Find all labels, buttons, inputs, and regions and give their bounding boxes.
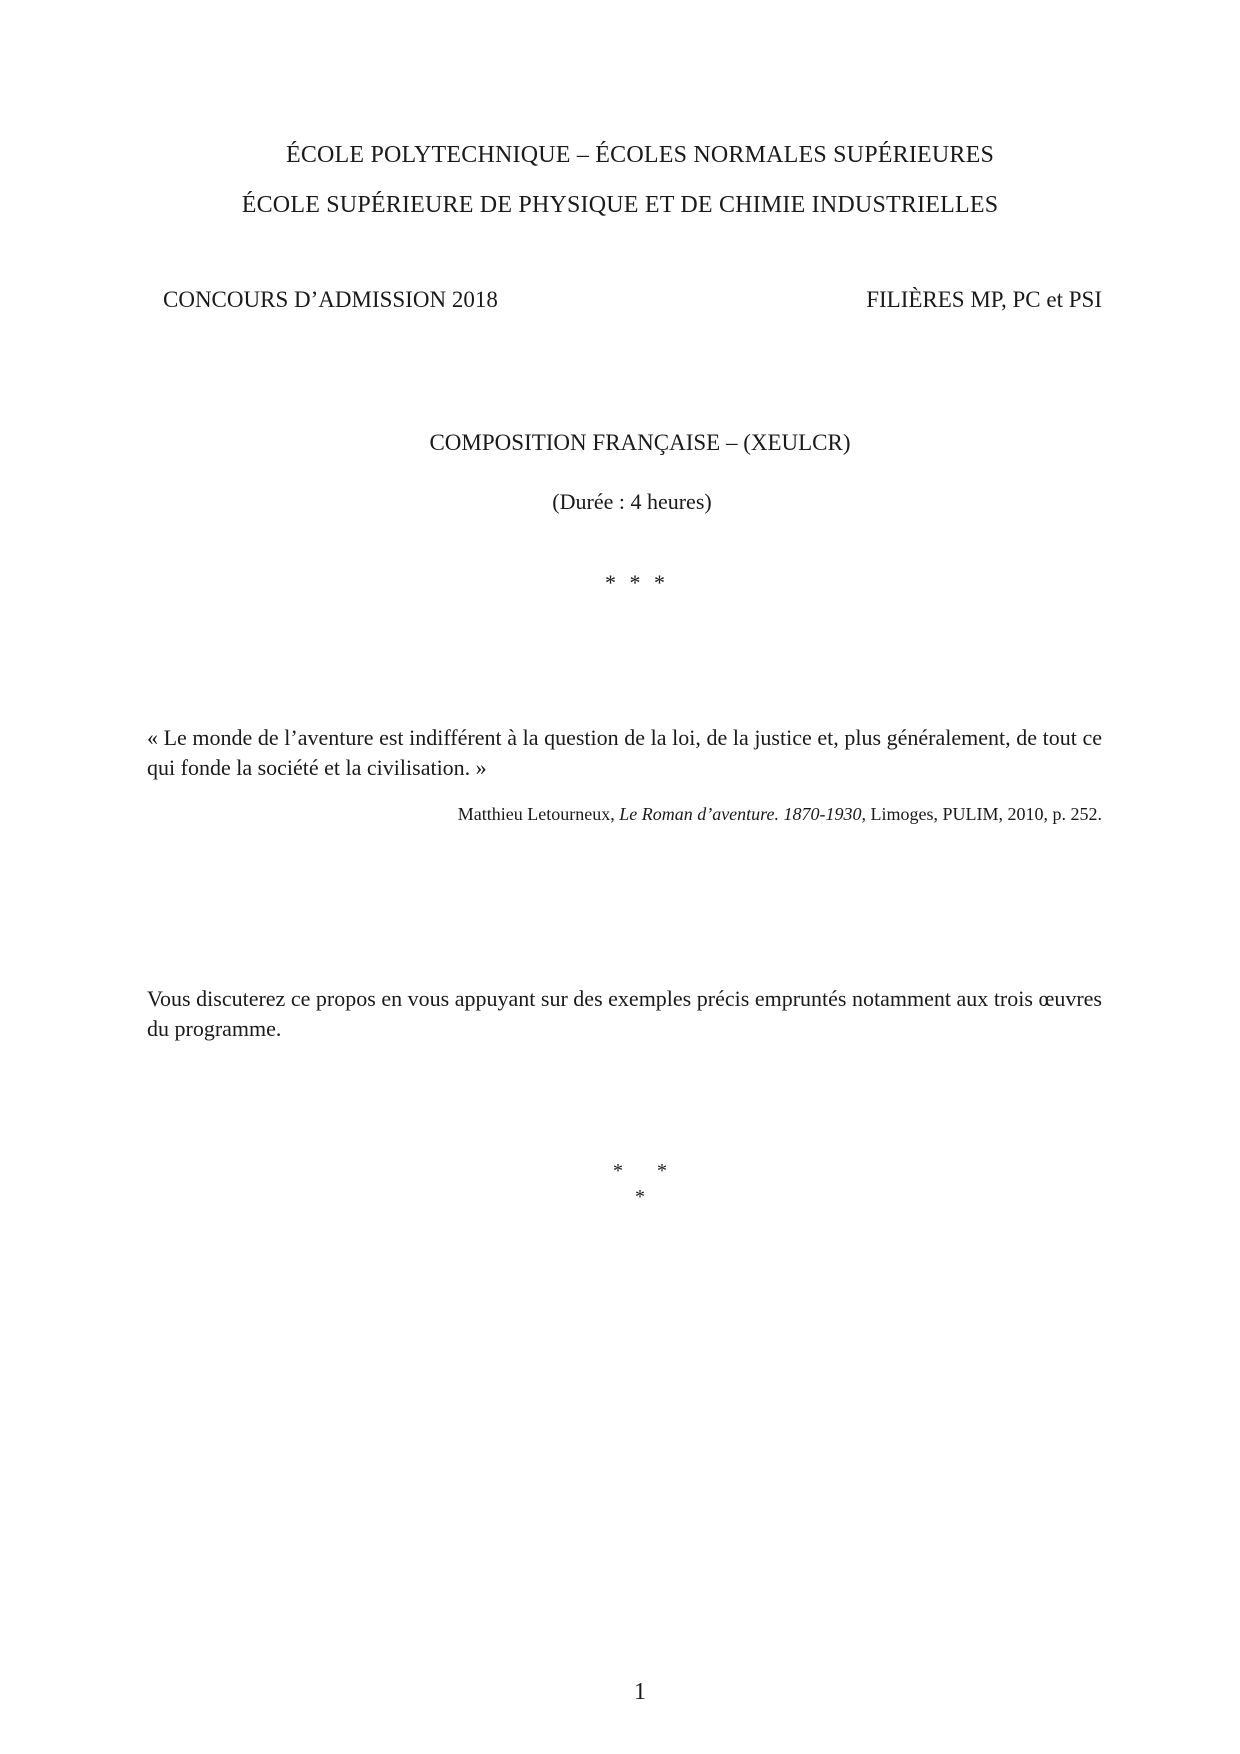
exam-title: COMPOSITION FRANÇAISE – (XEULCR) [429, 430, 851, 455]
school-header-line-2: ÉCOLE SUPÉRIEURE DE PHYSIQUE ET DE CHIMIE INDUSTRIELLES [241, 192, 999, 218]
section-separator: * * * [605, 570, 669, 595]
end-star-bottom: * [635, 1186, 645, 1208]
quote-citation [458, 804, 1102, 825]
exam-instruction: Vous discuterez ce propos en vous appuyant sur des exemples précis empruntés notamment aux trois œuvres du programme. [147, 986, 1102, 1041]
exam-duration: (Durée : 4 heures) [552, 489, 712, 514]
citation-title: Le Roman d’aventure. 1870-1930 [619, 804, 862, 824]
contest-streams-label: FILIÈRES MP, PC et PSI [866, 287, 1102, 312]
citation-publication: , Limoges, PULIM, 2010, p. 252. [861, 804, 1102, 824]
page-number: 1 [634, 1679, 646, 1705]
school-header-line-1: ÉCOLE POLYTECHNIQUE – ÉCOLES NORMALES SUPÉRIEURES [285, 142, 995, 168]
end-star-right: * [657, 1160, 667, 1182]
end-star-left: * [613, 1160, 623, 1182]
end-mark-top [0, 1160, 1240, 1183]
quote-text: « Le monde de l’aventure est indifférent à la question de la loi, de la justice et, plus généralement, de tout ce qui fonde la société et la civilisation. » [147, 725, 1102, 780]
citation-author: Matthieu Letourneux, [457, 804, 620, 824]
contest-admission-label: CONCOURS D’ADMISSION 2018 [163, 287, 498, 312]
